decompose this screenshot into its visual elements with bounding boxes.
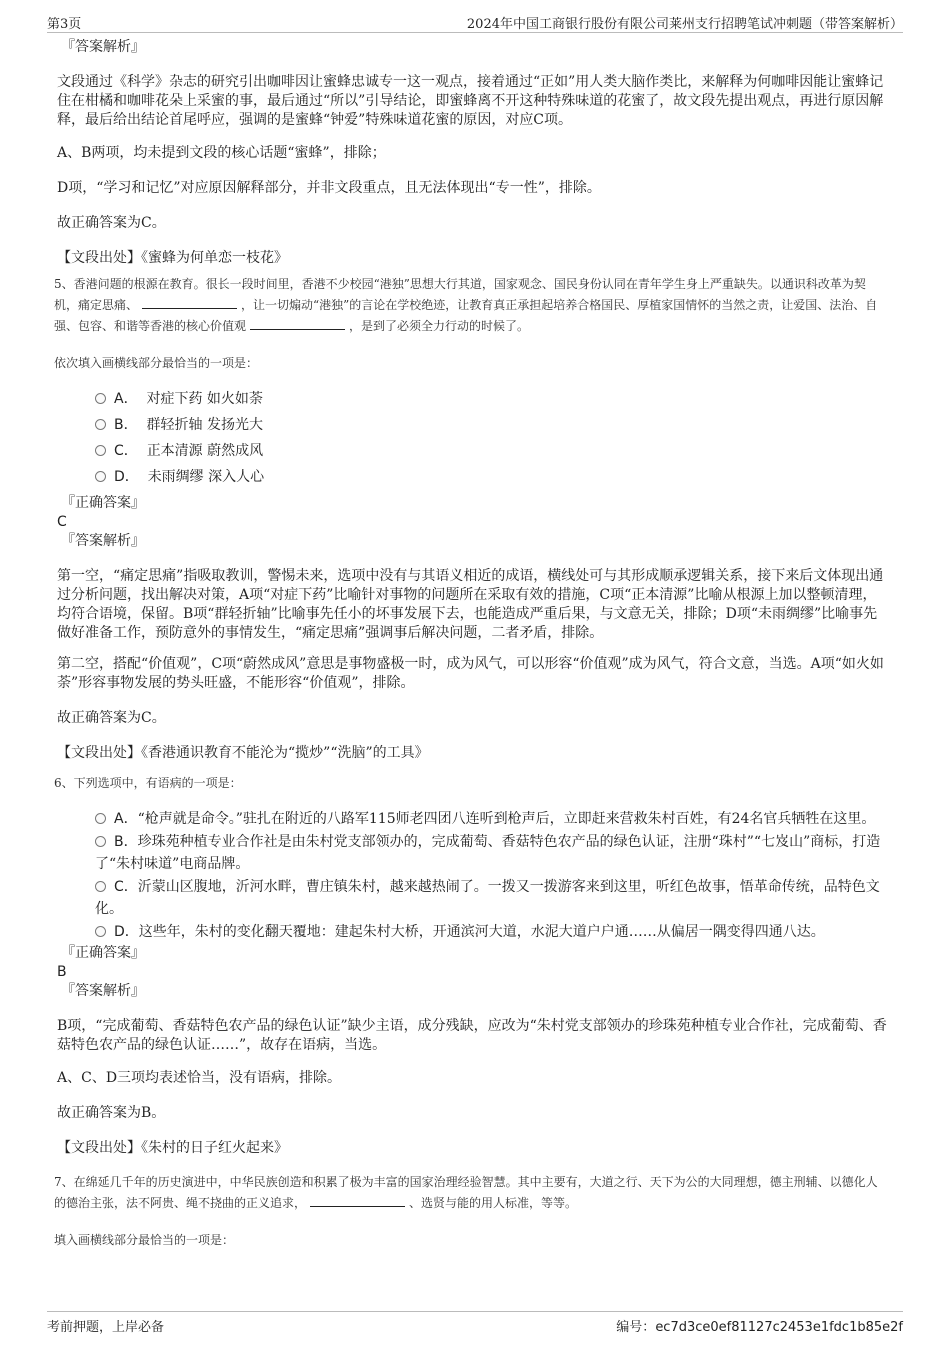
q4-answer: 故正确答案为C。 bbox=[57, 215, 166, 231]
q4-source: 【文段出处】《蜜蜂为何单恋一枝花》 bbox=[57, 250, 288, 266]
q5-correct-answer: C bbox=[57, 514, 67, 530]
q5-stem: 5、香港问题的根源在教育。很长一段时间里，香港不少校园“港独”思想大行其道，国家观念、国民身份认同在青年学生身上严重缺失。以通识科改革为契机，痛定思痛、 ，让一切煽动“港独”的言论在学校绝迹，让教育真正承担起培养合格国民、厚植家国情怀的当然之责，让爱国、法治、自强、包容、和谐等香港的核心价值观 ，是到了必须全力行动的时候了。 bbox=[54, 277, 878, 333]
radio-icon[interactable] bbox=[95, 471, 106, 482]
q4-analysis-p1: 文段通过《科学》杂志的研究引出咖啡因让蜜蜂忠诚专一这一观点，接着通过“正如”用人类大脑作类比，来解释为何咖啡因能让蜜蜂记住在柑橘和咖啡花朵上采蜜的事，最后通过“所以”引导结论，即蜜蜂离不开这种特殊味道的花蜜了，故文段先提出观点，再进行原因解释，最后给出结论首尾呼应，强调的是蜜蜂“钟爱”特殊味道花蜜的原因，对应C项。 bbox=[57, 74, 884, 128]
q5-blank-1 bbox=[142, 296, 237, 309]
q6-stem: 6、下列选项中，有语病的一项是： bbox=[54, 776, 242, 790]
q7-stem: 7、在绵延几千年的历史演进中，中华民族创造和积累了极为丰富的国家治理经验智慧。其中主要有，大道之行、天下为公的大同理想，德主刑辅、以德化人的德治主张，法不阿贵、绳不挠曲的正义追求， 、选贤与能的用人标准，等等。 bbox=[54, 1175, 878, 1210]
radio-icon[interactable] bbox=[95, 813, 106, 824]
q5-analysis-p2: 第二空，搭配“价值观”，C项“蔚然成风”意思是事物盛极一时，成为风气，可以形容“价值观”成为风气，符合文意，当选。A项“如火如荼”形容事物发展的势头旺盛，不能形容“价值观”，排除。 bbox=[57, 656, 884, 691]
q4-analysis-title: 『答案解析』 bbox=[61, 39, 145, 55]
radio-icon[interactable] bbox=[95, 393, 106, 404]
q7-prompt: 填入画横线部分最恰当的一项是： bbox=[54, 1233, 235, 1247]
q5-prompt: 依次填入画横线部分最恰当的一项是： bbox=[54, 356, 259, 370]
q6-option-b[interactable]: B．珍珠苑种植专业合作社是由朱村党支部领办的，完成葡萄、香菇特色农产品的绿色认证，注册“珠村”“七岌山”商标，打造了“朱村味道”电商品牌。 bbox=[95, 834, 881, 872]
radio-icon[interactable] bbox=[95, 419, 106, 430]
q5-analysis-p1: 第一空，“痛定思痛”指吸取教训，警惕未来，选项中没有与其语义相近的成语，横线处可与其形成顺承逻辑关系，接下来后文体现出通过分析问题，找出解决对策，A项“对症下药”比喻针对事物的问题所在采取有效的措施，C项“正本清源”比喻从根源上加以整顿清理，均符合语境，保留。B项“群轻折轴”比喻事先任小的坏事发展下去，也能造成严重后果，与文意无关，排除；D项“未雨绸缪”比喻事先做好准备工作，预防意外的事情发生，“痛定思痛”强调事后解决问题，二者矛盾，排除。 bbox=[57, 568, 884, 641]
page-number: 第3页 bbox=[47, 17, 82, 32]
q6-analysis-p2: A、C、D三项均表述恰当，没有语病，排除。 bbox=[57, 1070, 342, 1086]
q5-answer: 故正确答案为C。 bbox=[57, 710, 166, 726]
radio-icon[interactable] bbox=[95, 881, 106, 892]
q4-analysis-p3: D项，“学习和记忆”对应原因解释部分，并非文段重点，且无法体现出“专一性”，排除。 bbox=[57, 180, 601, 196]
footer-slogan: 考前押题，上岸必备 bbox=[47, 1320, 165, 1335]
q6-correct-answer: B bbox=[57, 964, 67, 980]
q5-option-c[interactable]: C． 正本清源 蔚然成风 bbox=[95, 442, 887, 461]
radio-icon[interactable] bbox=[95, 926, 106, 937]
document-code: 编号：ec7d3ce0ef81127c2453e1fdc1b85e2f bbox=[616, 1320, 903, 1335]
document-body bbox=[54, 38, 887, 1251]
q5-source: 【文段出处】《香港通识教育不能沦为“揽炒”“洗脑”的工具》 bbox=[57, 745, 429, 761]
q5-option-b[interactable]: B． 群轻折轴 发扬光大 bbox=[95, 416, 887, 435]
q7-blank bbox=[310, 1194, 405, 1207]
q6-option-a[interactable]: A．“枪声就是命令。”驻扎在附近的八路军115师老四团八连听到枪声后，立即赶来营救朱村百姓，有24名官兵牺牲在这里。 bbox=[95, 808, 887, 830]
radio-icon[interactable] bbox=[95, 836, 106, 847]
q6-options bbox=[95, 808, 887, 943]
page-header bbox=[47, 10, 903, 33]
q5-analysis-title: 『答案解析』 bbox=[61, 533, 145, 549]
q4-analysis-p2: A、B两项，均未提到文段的核心话题“蜜蜂”，排除； bbox=[57, 145, 386, 161]
q6-answer: 故正确答案为B。 bbox=[57, 1105, 166, 1121]
q5-option-a[interactable]: A． 对症下药 如火如荼 bbox=[95, 390, 887, 409]
q6-source: 【文段出处】《朱村的日子红火起来》 bbox=[57, 1140, 288, 1156]
q6-analysis-p1: B项，“完成葡萄、香菇特色农产品的绿色认证”缺少主语，成分残缺，应改为“朱村党支部领办的珍珠苑种植专业合作社，完成葡萄、香菇特色农产品的绿色认证……”，故存在语病，当选。 bbox=[57, 1018, 887, 1053]
q5-correct-title: 『正确答案』 bbox=[61, 495, 145, 511]
q6-analysis-title: 『答案解析』 bbox=[61, 983, 145, 999]
q6-correct-title: 『正确答案』 bbox=[61, 945, 145, 961]
page-footer bbox=[47, 1311, 903, 1338]
q5-options bbox=[95, 390, 887, 487]
q5-option-d[interactable]: D． 未雨绸缪 深入人心 bbox=[95, 468, 887, 487]
q5-blank-2 bbox=[250, 317, 345, 330]
radio-icon[interactable] bbox=[95, 445, 106, 456]
document-title: 2024年中国工商银行股份有限公司莱州支行招聘笔试冲刺题（带答案解析） bbox=[466, 17, 903, 32]
q6-option-c[interactable]: C．沂蒙山区腹地，沂河水畔，曹庄镇朱村，越来越热闹了。一拨又一拨游客来到这里，听红色故事，悟革命传统，品特色文化。 bbox=[95, 879, 880, 917]
q6-option-d[interactable]: D．这些年，朱村的变化翻天覆地：建起朱村大桥，开通滨河大道，水泥大道户户通……从偏居一隅变得四通八达。 bbox=[95, 921, 887, 943]
